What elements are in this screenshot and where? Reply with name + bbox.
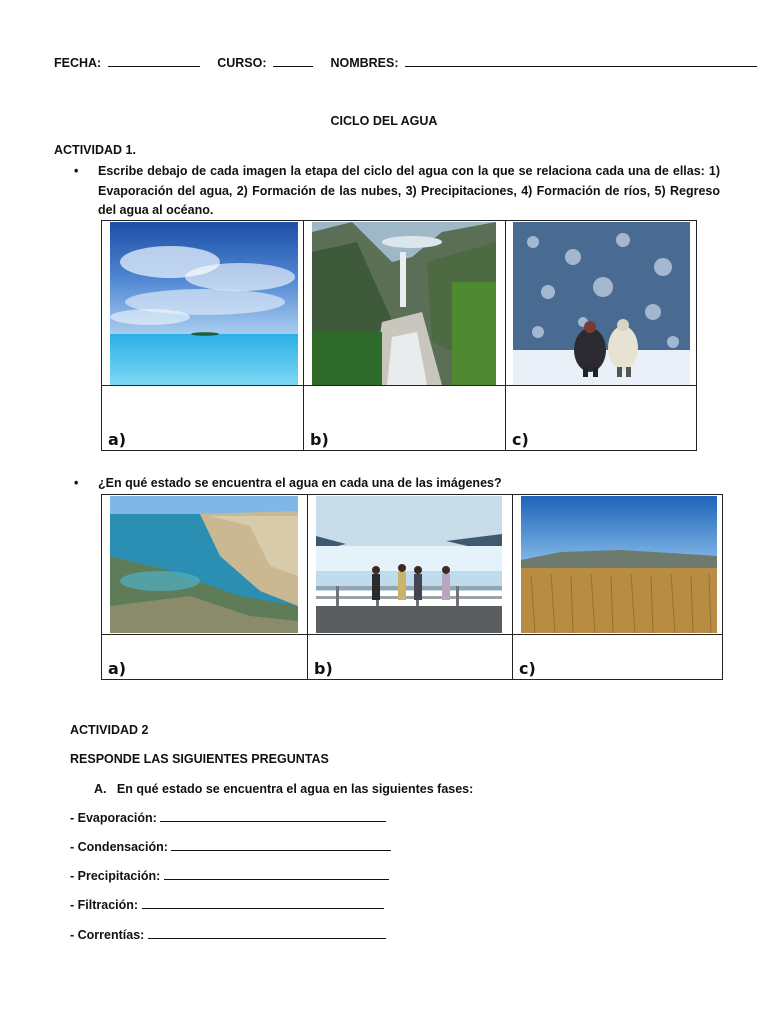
phase-label: - Filtración: bbox=[70, 898, 139, 912]
answer-cell-c[interactable] bbox=[506, 386, 697, 451]
ocean-sky-image bbox=[110, 222, 298, 385]
answer-cell-a[interactable] bbox=[102, 386, 304, 451]
phase-condensacion bbox=[70, 840, 391, 854]
phase-answer-line[interactable] bbox=[160, 811, 386, 822]
phase-filtracion bbox=[70, 898, 384, 912]
image-cell-coast bbox=[102, 495, 308, 635]
bullet-icon: • bbox=[74, 164, 79, 178]
phase-answer-line[interactable] bbox=[171, 840, 391, 851]
activity1-instruction bbox=[74, 162, 720, 221]
phase-evaporacion bbox=[70, 811, 386, 825]
activity2-heading: ACTIVIDAD 2 bbox=[70, 723, 149, 737]
image-cell-field bbox=[513, 495, 723, 635]
activity2-question-a: A. En qué estado se encuentra el agua en las siguientes fases: bbox=[94, 782, 474, 796]
header-fields bbox=[54, 56, 757, 70]
instruction-text: Escribe debajo de cada imagen la etapa del ciclo del agua con la que se relaciona cada una de ellas: 1) Evaporación del agua, 2) Formación de las nubes, 3) Precipitaciones, 4) Formación de ríos, 5) Regreso del agua al océano. bbox=[98, 164, 720, 217]
activity1-question-state bbox=[74, 474, 720, 494]
coast-image bbox=[110, 496, 298, 633]
answer-cell-b[interactable] bbox=[304, 386, 506, 451]
curso-label: CURSO: bbox=[217, 56, 267, 70]
state-answer-label-c: c) bbox=[519, 659, 536, 678]
phase-answer-line[interactable] bbox=[148, 928, 386, 939]
image-table-1 bbox=[101, 220, 697, 451]
mountain-river-image bbox=[312, 222, 496, 385]
activity2-subheading: RESPONDE LAS SIGUIENTES PREGUNTAS bbox=[70, 752, 329, 766]
phase-label: - Condensación: bbox=[70, 840, 168, 854]
state-answer-cell-b[interactable] bbox=[308, 635, 513, 680]
nombres-blank-line[interactable] bbox=[405, 56, 757, 67]
state-answer-cell-a[interactable] bbox=[102, 635, 308, 680]
phase-label: - Correntías: bbox=[70, 928, 145, 942]
image-table-2 bbox=[101, 494, 723, 680]
page-title: CICLO DEL AGUA bbox=[330, 114, 438, 128]
phase-answer-line[interactable] bbox=[142, 898, 384, 909]
glacier-image bbox=[316, 496, 502, 633]
snow-walkers-image bbox=[513, 222, 690, 385]
state-answer-label-b: b) bbox=[314, 659, 333, 678]
image-cell-ocean-sky bbox=[102, 221, 304, 386]
phase-answer-line[interactable] bbox=[164, 869, 389, 880]
image-cell-mountain-river bbox=[304, 221, 506, 386]
nombres-label: NOMBRES: bbox=[330, 56, 399, 70]
answer-label-b: b) bbox=[310, 430, 329, 449]
answer-label-a: a) bbox=[108, 430, 127, 449]
answer-label-c: c) bbox=[512, 430, 529, 449]
image-cell-glacier bbox=[308, 495, 513, 635]
phase-precipitacion bbox=[70, 869, 389, 883]
activity1-heading: ACTIVIDAD 1. bbox=[54, 143, 136, 157]
phase-label: - Precipitación: bbox=[70, 869, 161, 883]
phase-correntias bbox=[70, 928, 386, 942]
curso-blank-line[interactable] bbox=[273, 56, 313, 67]
state-answer-label-a: a) bbox=[108, 659, 127, 678]
state-answer-cell-c[interactable] bbox=[513, 635, 723, 680]
fecha-label: FECHA: bbox=[54, 56, 102, 70]
question-state-text: ¿En qué estado se encuentra el agua en cada una de las imágenes? bbox=[98, 476, 502, 490]
fecha-blank-line[interactable] bbox=[108, 56, 200, 67]
bullet-icon: • bbox=[74, 476, 79, 490]
phase-label: - Evaporación: bbox=[70, 811, 157, 825]
field-image bbox=[521, 496, 717, 633]
image-cell-snow-walkers bbox=[506, 221, 697, 386]
